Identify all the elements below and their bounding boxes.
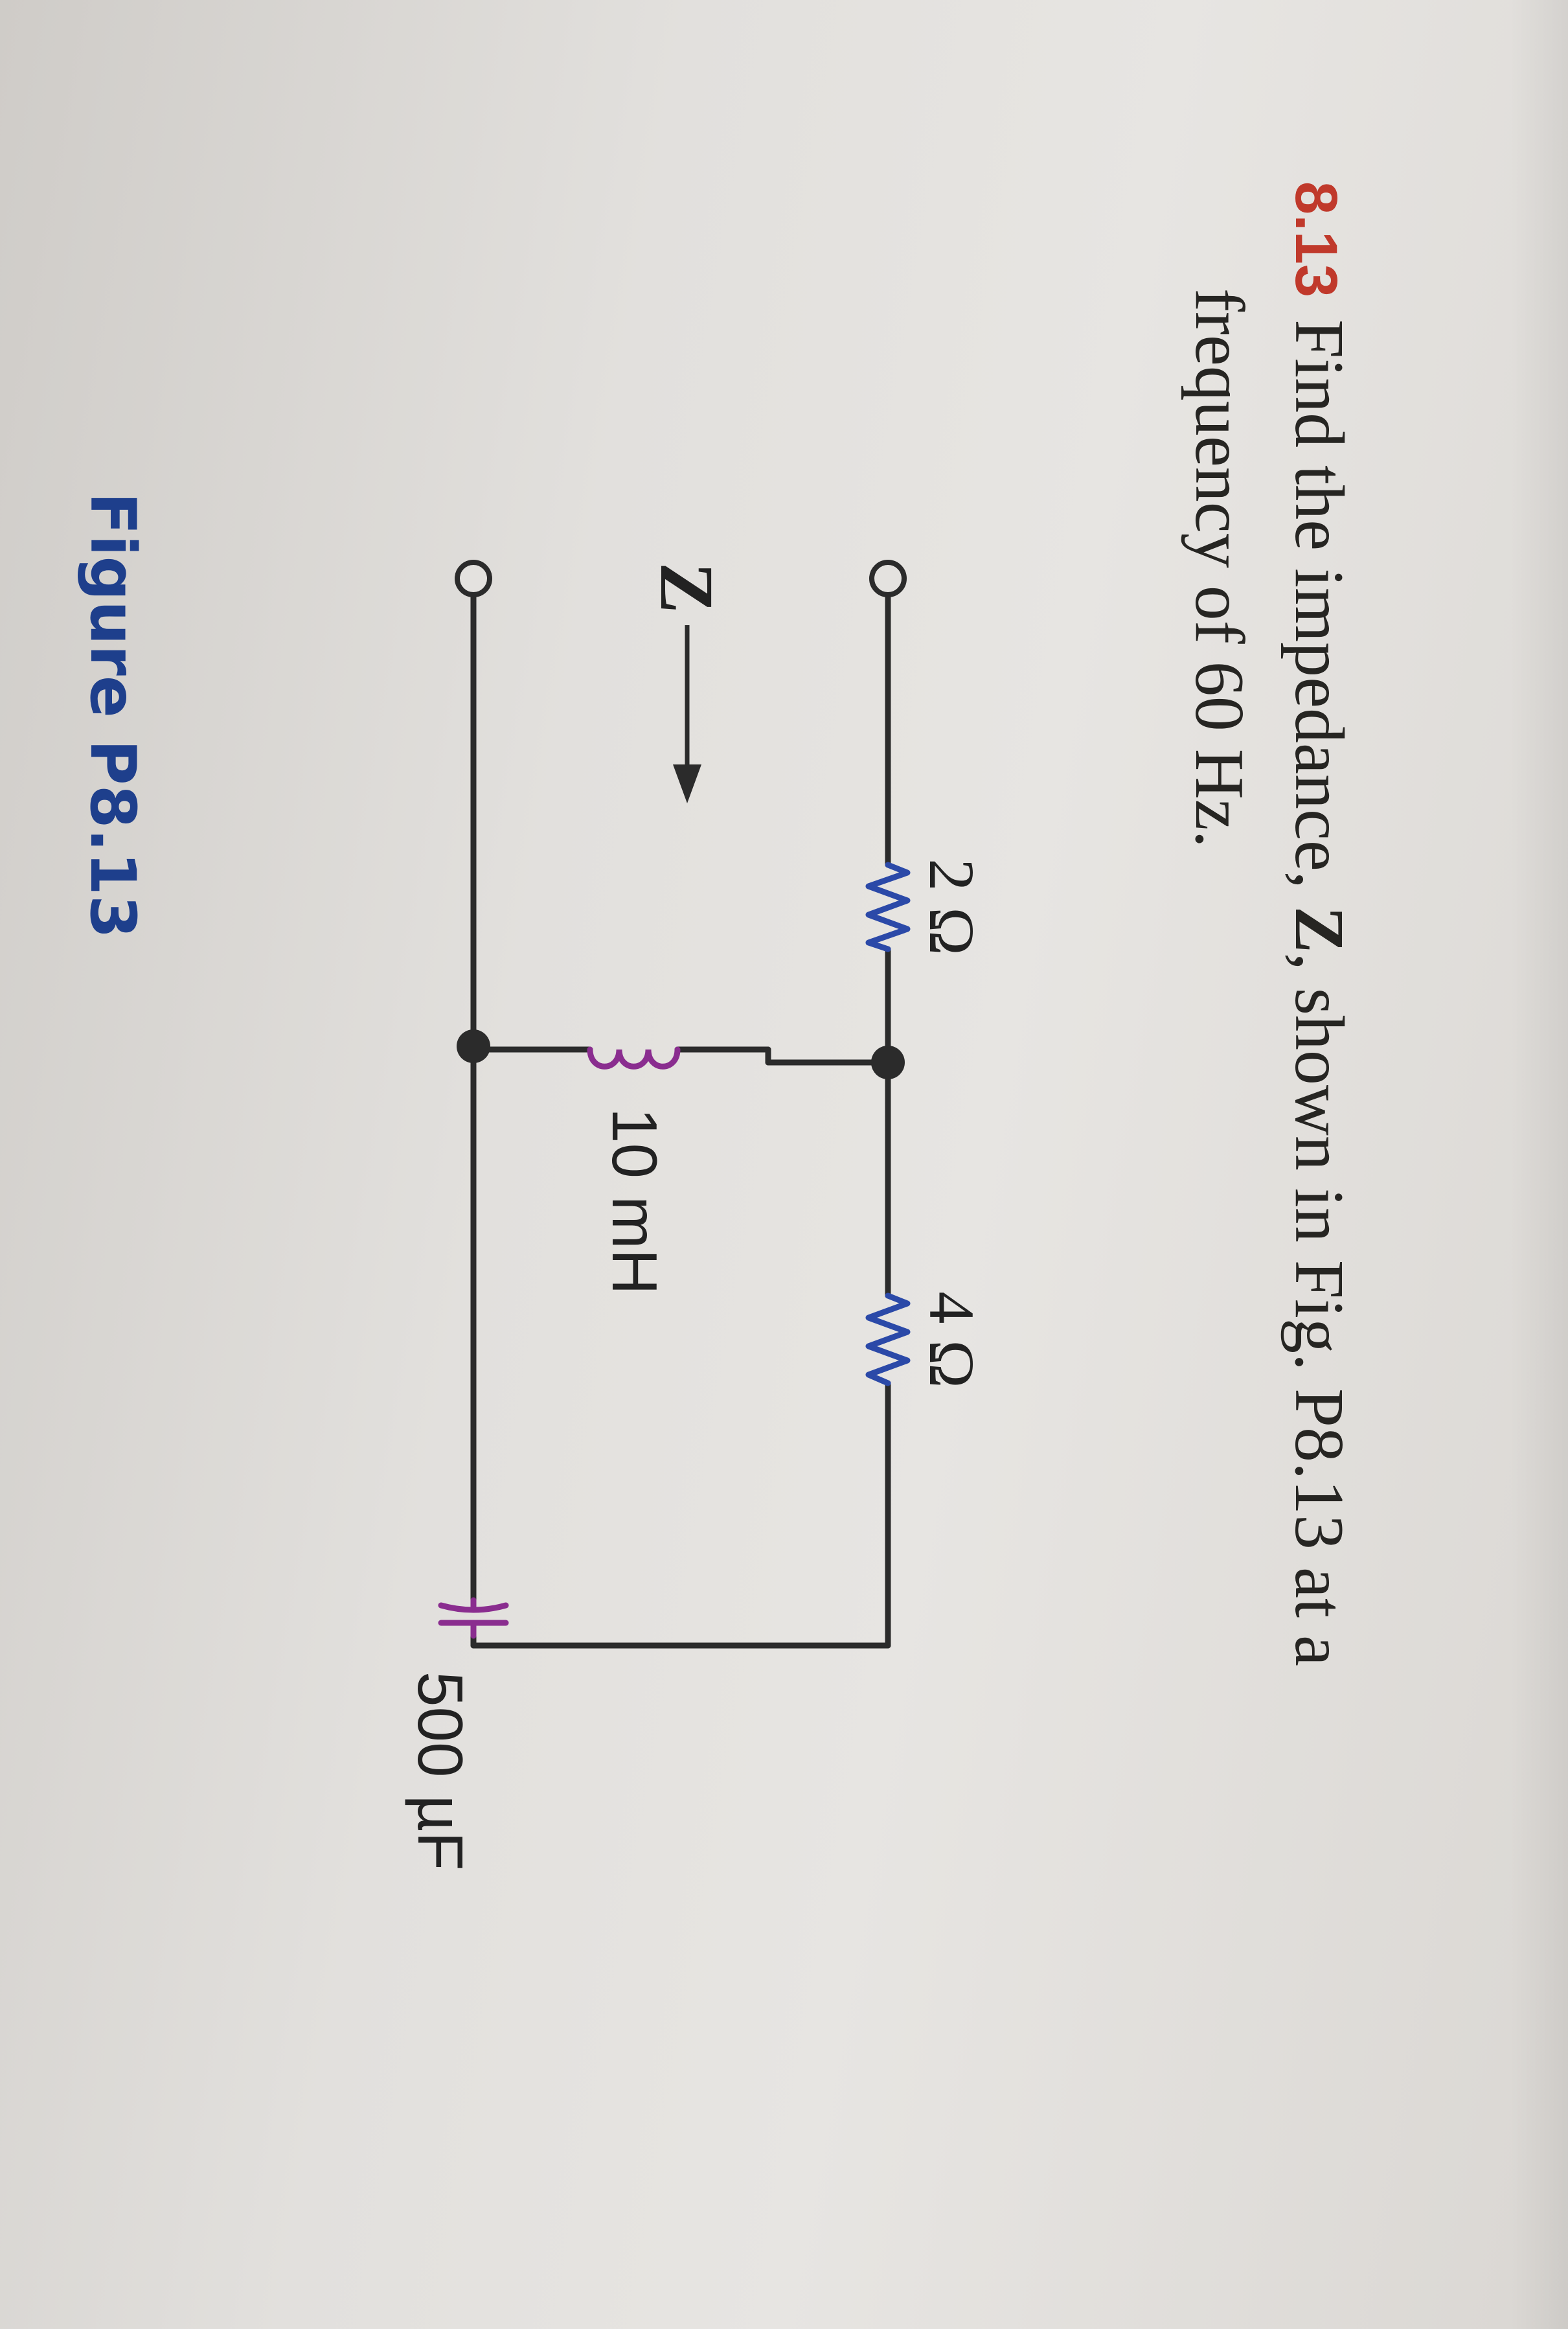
inductor-label: 10 mH (599, 1108, 670, 1295)
impedance-symbol: Z (1280, 906, 1358, 953)
terminal-bottom (457, 562, 490, 595)
figure-caption: Figure P8.13 (76, 492, 149, 939)
capacitor-label: 500 µF (405, 1671, 476, 1871)
problem-line-2: frequency of 60 Hz. (1181, 288, 1258, 848)
problem-text-end: , shown in Fig. P8.13 at a (1280, 952, 1358, 1666)
impedance-arrow-icon (673, 764, 701, 803)
inductor-icon (590, 1050, 677, 1066)
problem-text-start: Find the impedance, (1280, 319, 1358, 906)
resistor-2ohm-icon (869, 865, 907, 949)
resistor-2ohm-label: 2 Ω (916, 858, 988, 956)
node-a (871, 1046, 905, 1079)
capacitor-icon (441, 1600, 506, 1636)
terminal-top (872, 562, 904, 595)
resistor-4ohm-icon (869, 1296, 907, 1383)
impedance-label: Z (644, 562, 729, 614)
problem-number: 8.13 (1283, 181, 1349, 298)
node-b (457, 1029, 490, 1063)
resistor-4ohm-label: 4 Ω (916, 1291, 988, 1388)
